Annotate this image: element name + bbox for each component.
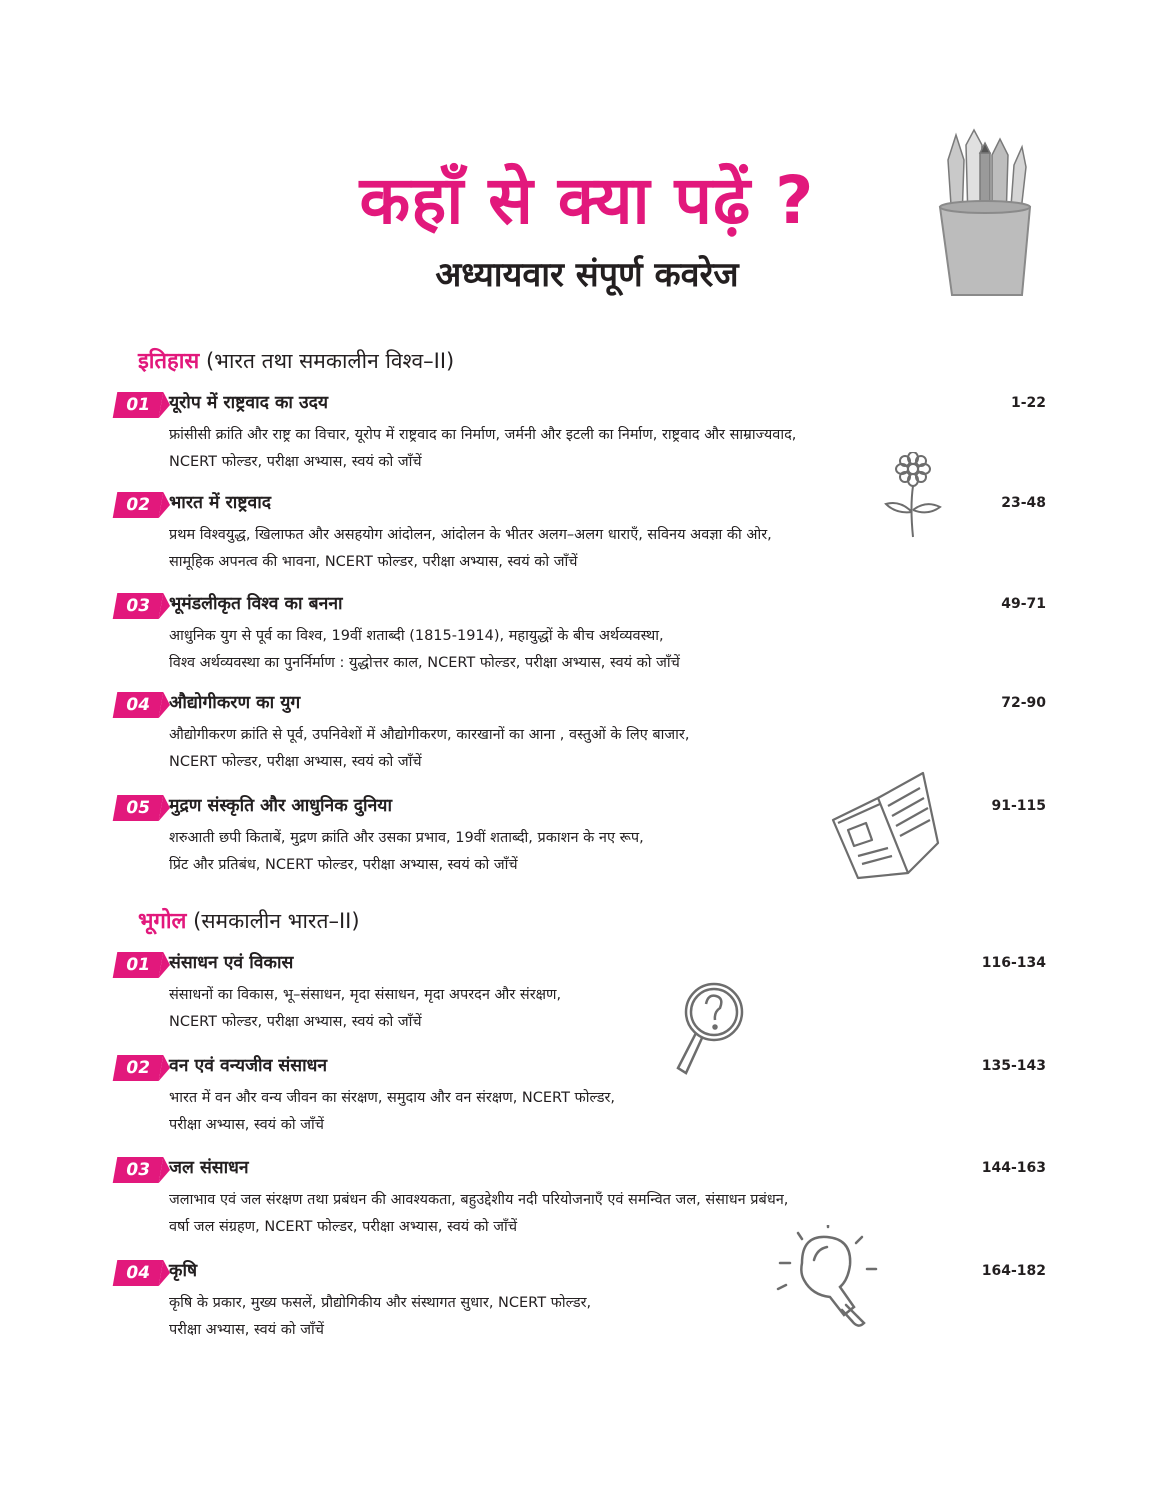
- chapter-topics: [169, 1085, 959, 1139]
- chapter-entry: [112, 949, 1052, 1039]
- section-subtitle: (भारत तथा समकालीन विश्व–II): [205, 349, 455, 373]
- page-range: 144-163: [981, 1160, 1046, 1176]
- chapter-number-badge: 02: [113, 492, 164, 518]
- chapter-entry: [112, 590, 1052, 680]
- page-range: 23-48: [1001, 495, 1046, 511]
- chapter-title: औद्योगीकरण का युग: [169, 693, 301, 713]
- chapter-number-badge: 04: [113, 1260, 164, 1286]
- chapter-entry: [112, 1052, 1052, 1142]
- page-range: 1-22: [1010, 395, 1046, 411]
- chapter-topics: [169, 825, 959, 879]
- topic-line: प्रथम विश्वयुद्ध, खिलाफत और असहयोग आंदोलन, आंदोलन के भीतर अलग–अलग धाराएँ, सविनय अवज्ञा की ओर,: [169, 527, 772, 543]
- topic-line: आधुनिक युग से पूर्व का विश्व, 19वीं शताब्दी (1815-1914), महायुद्धों के बीच अर्थव्यवस्था,: [169, 628, 664, 644]
- chapter-entry: [112, 1154, 1052, 1244]
- chapter-entry: [112, 1257, 1052, 1347]
- topic-line: संसाधनों का विकास, भू–संसाधन, मृदा संसाधन, मृदा अपरदन और संरक्षण,: [169, 987, 562, 1003]
- chapter-number-badge: 03: [113, 593, 164, 619]
- topic-line: शरुआती छपी किताबें, मुद्रण क्रांति और उसका प्रभाव, 19वीं शताब्दी, प्रकाशन के नए रूप,: [169, 830, 644, 846]
- topic-line: औद्योगीकरण क्रांति से पूर्व, उपनिवेशों में औद्योगीकरण, कारखानों का आना , वस्तुओं के लिए बाजार,: [169, 727, 690, 743]
- topic-line: सामूहिक अपनत्व की भावना, NCERT फोल्डर, परीक्षा अभ्यास, स्वयं को जाँचें: [169, 554, 578, 570]
- chapter-topics: [169, 722, 959, 776]
- chapter-topics: [169, 1290, 959, 1344]
- chapter-title: मुद्रण संस्कृति और आधुनिक दुनिया: [169, 796, 392, 816]
- chapter-title: जल संसाधन: [169, 1158, 249, 1178]
- chapter-title: वन एवं वन्यजीव संसाधन: [169, 1056, 328, 1076]
- chapter-number-badge: 01: [113, 952, 164, 978]
- chapter-entry: [112, 489, 1052, 579]
- chapter-number-badge: 04: [113, 692, 164, 718]
- chapter-topics: [169, 1187, 959, 1241]
- topic-line: भारत में वन और वन्य जीवन का संरक्षण, समुदाय और वन संरक्षण, NCERT फोल्डर,: [169, 1090, 616, 1106]
- topic-line: वर्षा जल संग्रहण, NCERT फोल्डर, परीक्षा अभ्यास, स्वयं को जाँचें: [169, 1219, 518, 1235]
- chapter-entry: [112, 689, 1052, 779]
- topic-line: परीक्षा अभ्यास, स्वयं को जाँचें: [169, 1117, 324, 1133]
- chapter-title: संसाधन एवं विकास: [169, 953, 294, 973]
- topic-line: विश्व अर्थव्यवस्था का पुनर्निर्माण : युद्धोत्तर काल, NCERT फोल्डर, परीक्षा अभ्यास, स्वयं को जाँचें: [169, 655, 680, 671]
- page-subtitle: अध्यायवार संपूर्ण कवरेज: [435, 255, 739, 295]
- page-range: 72-90: [1001, 695, 1046, 711]
- page-range: 49-71: [1001, 596, 1046, 612]
- chapter-entry: [112, 389, 1052, 479]
- section-heading-history: [138, 345, 454, 378]
- chapter-topics: [169, 623, 959, 677]
- topic-line: कृषि के प्रकार, मुख्य फसलें, प्रौद्योगिकीय और संस्थागत सुधार, NCERT फोल्डर,: [169, 1295, 592, 1311]
- page-range: 164-182: [981, 1263, 1046, 1279]
- chapter-topics: [169, 982, 959, 1036]
- topic-line: प्रिंट और प्रतिबंध, NCERT फोल्डर, परीक्षा अभ्यास, स्वयं को जाँचें: [169, 857, 518, 873]
- chapter-title: यूरोप में राष्ट्रवाद का उदय: [169, 393, 329, 413]
- chapter-entry: [112, 792, 1052, 882]
- chapter-number-badge: 05: [113, 795, 164, 821]
- chapter-title: कृषि: [169, 1261, 198, 1281]
- page-range: 116-134: [981, 955, 1046, 971]
- topic-line: परीक्षा अभ्यास, स्वयं को जाँचें: [169, 1322, 324, 1338]
- chapter-number-badge: 03: [113, 1157, 164, 1183]
- page-title: कहाँ से क्या पढ़ें ?: [359, 162, 815, 239]
- section-heading-geography: [138, 905, 360, 938]
- section-name: इतिहास: [138, 349, 200, 374]
- chapter-title: भूमंडलीकृत विश्व का बनना: [169, 594, 343, 614]
- chapter-number-badge: 01: [113, 392, 164, 418]
- chapter-title: भारत में राष्ट्रवाद: [169, 493, 272, 513]
- topic-line: NCERT फोल्डर, परीक्षा अभ्यास, स्वयं को जाँचें: [169, 454, 422, 470]
- topic-line: NCERT फोल्डर, परीक्षा अभ्यास, स्वयं को जाँचें: [169, 754, 422, 770]
- chapter-topics: [169, 522, 959, 576]
- topic-line: फ्रांसीसी क्रांति और राष्ट्र का विचार, यूरोप में राष्ट्रवाद का निर्माण, जर्मनी और इटली का निर्माण, राष्ट्रवाद और साम्राज्यवाद,: [169, 427, 797, 443]
- topic-line: जलाभाव एवं जल संरक्षण तथा प्रबंधन की आवश्यकता, बहुउद्देशीय नदी परियोजनाएँ एवं समन्वित जल, संसाधन प्रबंधन,: [169, 1192, 789, 1208]
- chapter-number-badge: 02: [113, 1055, 164, 1081]
- topic-line: NCERT फोल्डर, परीक्षा अभ्यास, स्वयं को जाँचें: [169, 1014, 422, 1030]
- section-subtitle: (समकालीन भारत–II): [193, 909, 360, 933]
- page-range: 135-143: [981, 1058, 1046, 1074]
- chapter-topics: [169, 422, 959, 476]
- section-name: भूगोल: [138, 909, 187, 934]
- pencil-cup-icon: [930, 125, 1040, 300]
- page-range: 91-115: [991, 798, 1046, 814]
